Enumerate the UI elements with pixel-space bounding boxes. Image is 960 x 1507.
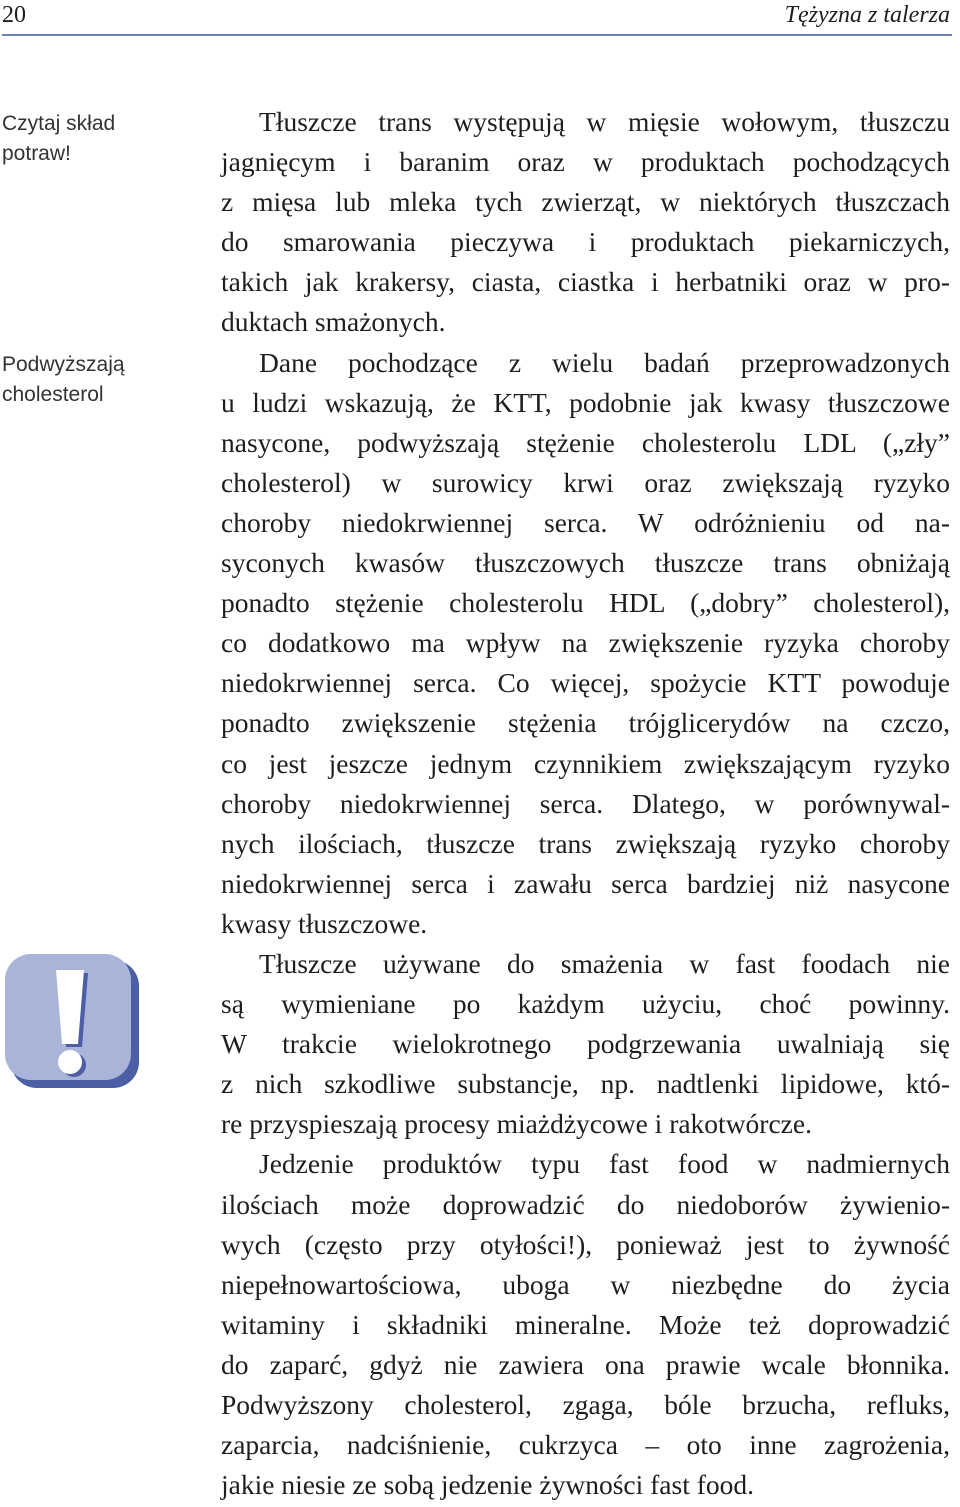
text-line: wych (często przy otyłości!), ponieważ jest to żywność — [221, 1228, 950, 1260]
text-line: nasycone, podwyższają stężenie cholesterolu LDL („zły” — [221, 426, 950, 458]
text-line: W trakcie wielokrotnego podgrzewania uwalniają się — [221, 1028, 950, 1060]
margin-note-line: potraw! — [2, 142, 71, 165]
text-line: u ludzi wskazują, że KTT, podobnie jak kwasy tłuszczowe — [221, 386, 950, 418]
text-line: jagnięcym i baranim oraz w produktach pochodzących — [221, 146, 950, 178]
text-line: cholesterol) w surowicy krwi oraz zwiększają ryzyko — [221, 466, 950, 498]
text-line: z nich szkodliwe substancje, np. nadtlenki lipidowe, któ- — [221, 1068, 950, 1100]
article-body — [221, 102, 950, 1505]
text-line: do zaparć, gdyż nie zawiera ona prawie wcale błonnika. — [221, 1348, 950, 1380]
text-line: z mięsa lub mleka tych zwierząt, w niektórych tłuszczach — [221, 186, 950, 218]
text-line: niepełnowartościowa, uboga w niezbędne do życia — [221, 1268, 950, 1300]
page-number: 20 — [2, 2, 26, 28]
text-line: ilościach może doprowadzić do niedoborów żywienio- — [221, 1188, 950, 1220]
text-line: ponadto zwiększenie stężenia trójglicerydów na czczo, — [221, 707, 950, 739]
text-line: do smarowania pieczywa i produktach piekarniczych, — [221, 226, 950, 258]
page-header — [0, 0, 960, 36]
text-line: Dane pochodzące z wielu badań przeprowadzonych — [259, 346, 950, 378]
text-line: co jest jeszcze jednym czynnikiem zwiększającym ryzyko — [221, 747, 950, 779]
text-line: Podwyższony cholesterol, zgaga, bóle brzucha, refluks, — [221, 1389, 950, 1420]
text-line: co dodatkowo ma wpływ na zwiększenie ryzyka choroby — [221, 627, 950, 659]
text-line: kwasy tłuszczowe. — [221, 907, 428, 939]
header-rule — [2, 34, 952, 36]
margin-note-line: Podwyższają — [2, 353, 125, 376]
margin-note-line: Czytaj skład — [2, 112, 116, 135]
text-line: Tłuszcze używane do smażenia w fast foodach nie — [259, 947, 950, 979]
text-line: zaparcia, nadciśnienie, cukrzyca – oto inne zagrożenia, — [221, 1429, 950, 1461]
text-line: duktach smażonych. — [221, 306, 446, 338]
text-line: niedokrwiennej serca. Co więcej, spożycie KTT powoduje — [221, 667, 950, 699]
text-line: choroby niedokrwiennej serca. W odróżnieniu od na- — [221, 506, 950, 538]
margin-note-read-ingredients — [2, 109, 172, 169]
text-line: Tłuszcze trans występują w mięsie wołowym, tłuszczu — [259, 106, 950, 137]
running-title: Tężyzna z talerza — [784, 2, 950, 28]
text-line: nych ilościach, tłuszcze trans zwiększają ryzyko choroby — [221, 827, 950, 859]
text-line: Jedzenie produktów typu fast food w nadmiernych — [259, 1148, 950, 1180]
text-line: jakie niesie ze sobą jedzenie żywności fast food. — [221, 1469, 754, 1501]
exclamation-icon — [5, 952, 141, 1090]
text-line: choroby niedokrwiennej serca. Dlatego, w porównywal- — [221, 787, 950, 819]
text-line: witaminy i składniki mineralne. Może też doprowadzić — [221, 1308, 950, 1340]
text-line: syconych kwasów tłuszczowych tłuszcze trans obniżają — [221, 547, 950, 579]
text-line: takich jak krakersy, ciasta, ciastka i herbatniki oraz w pro- — [221, 266, 950, 298]
margin-note-line: cholesterol — [2, 383, 104, 406]
text-line: niedokrwiennej serca i zawału serca bardziej niż nasycone — [221, 867, 950, 899]
margin-note-cholesterol — [2, 350, 172, 410]
text-line: ponadto stężenie cholesterolu HDL („dobry” cholesterol), — [221, 587, 950, 619]
text-line: są wymieniane po każdym użyciu, choć powinny. — [221, 988, 950, 1020]
text-line: re przyspieszają procesy miażdżycowe i rakotwórcze. — [221, 1108, 812, 1140]
